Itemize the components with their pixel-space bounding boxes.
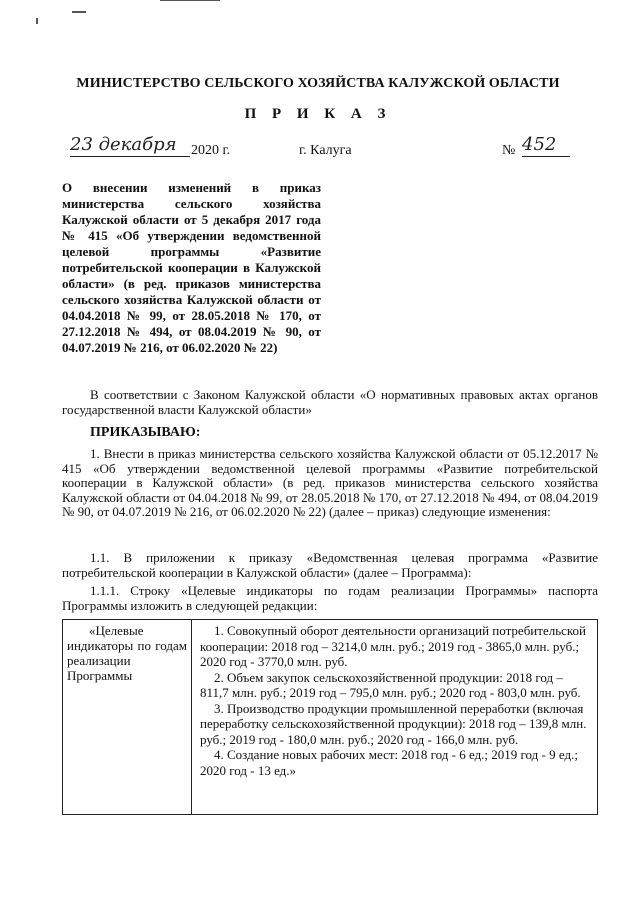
order-title: П Р И К А З	[244, 106, 392, 122]
scan-artifact	[36, 18, 38, 24]
decree-heading	[62, 425, 598, 441]
date-line	[0, 134, 636, 164]
scan-artifact	[160, 0, 220, 1]
order-number	[522, 134, 570, 157]
indicators-table	[62, 619, 598, 815]
indicator-item: 1. Совокупный оборот деятельности организаций потребительской кооперации: 2018 год – 3214,0 млн. руб.; 2019 год - 3865,0 млн. руб.; 2020 год - 3770,0 млн. руб.	[200, 623, 587, 669]
paragraph-1-1: 1.1. В приложении к приказу «Ведомственная целевая программа «Развитие потребительской кооперации в Калужской области» (далее – Программа):	[62, 550, 598, 580]
table-left-cell	[63, 620, 192, 814]
preamble: В соответствии с Законом Калужской области «О нормативных правовых актах органов государственной власти Калужской области»	[62, 387, 598, 417]
order-date-handwritten: 23 декабря	[70, 134, 177, 155]
order-number-label: №	[502, 143, 516, 158]
order-subject: О внесении изменений в приказ министерства сельского хозяйства Калужской области от 5 декабря 2017 года № 415 «Об утверждении ведомственной целевой программы «Развитие потребительской кооперации в Калужской области» (в ред. приказов министерства сельского хозяйства Калужской области от 04.04.2018 № 99, от 28.05.2018 № 170, от 27.12.2018 № 494, от 08.04.2019 № 90, от 04.07.2019 № 216, от 06.02.2020 № 22)	[62, 180, 321, 355]
ministry-name: МИНИСТЕРСТВО СЕЛЬСКОГО ХОЗЯЙСТВА КАЛУЖСКОЙ ОБЛАСТИ	[76, 76, 560, 91]
paragraph-1: 1. Внести в приказ министерства сельского хозяйства Калужской области от 05.12.2017 № 415 «Об утверждении ведомственной целевой программы «Развитие потребительской кооперации в Калужской области» (в ред. приказов министерства сельского хозяйства Калужской области от 04.04.2018 № 99, от 28.05.2018 № 170, от 27.12.2018 № 494, от 08.04.2019 № 90, от 04.07.2019 № 216, от 06.02.2020 № 22) (далее – приказ) следующие изменения:	[62, 446, 598, 520]
order-date	[70, 134, 190, 157]
table-left-text: «Целевые индикаторы по годам реализации Программы	[67, 623, 187, 683]
table-right-cell	[192, 620, 597, 814]
indicator-item: 3. Производство продукции промышленной переработки (включая переработку сельскохозяйственной продукции): 2018 год – 139,8 млн. руб.; 2019 год - 180,0 млн. руб.; 2020 год - 166,0 млн. руб.	[200, 700, 587, 747]
scan-artifact	[72, 11, 86, 13]
order-number-handwritten: 452	[522, 134, 557, 155]
decree-word: ПРИКАЗЫВАЮ:	[90, 425, 201, 440]
order-year: 2020 г.	[191, 143, 231, 158]
indicator-item: 4. Создание новых рабочих мест: 2018 год - 6 ед.; 2019 год - 9 ед.; 2020 год - 13 ед.»	[200, 747, 578, 778]
paragraph-1-1-1: 1.1.1. Строку «Целевые индикаторы по годам реализации Программы» паспорта Программы изложить в следующей редакции:	[62, 583, 598, 613]
indicator-item: 2. Объем закупок сельскохозяйственной продукции: 2018 год – 811,7 млн. руб.; 2019 год – 795,0 млн. руб.; 2020 год - 803,0 млн. руб.	[200, 669, 581, 700]
order-city: г. Калуга	[299, 143, 352, 158]
